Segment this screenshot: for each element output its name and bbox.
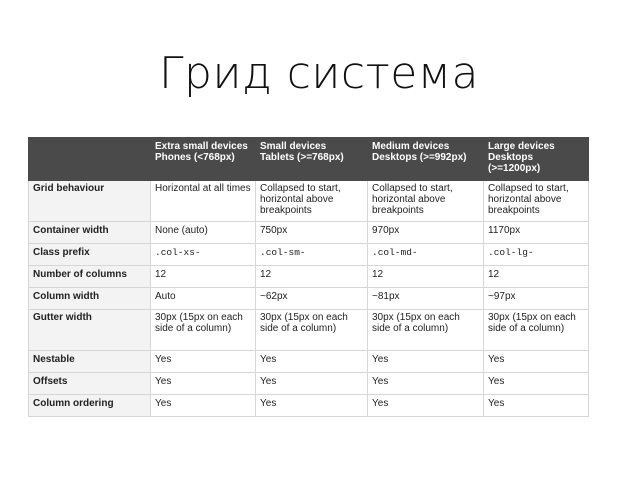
table-row (29, 266, 589, 288)
table-cell: 750px (256, 222, 368, 244)
table-cell: Collapsed to start, horizontal above breakpoints (256, 181, 368, 222)
table-cell: .col-sm- (256, 244, 368, 266)
table-cell: Horizontal at all times (151, 181, 256, 222)
header-corner-cell (29, 138, 151, 181)
table-row (29, 222, 589, 244)
row-label: Container width (29, 222, 151, 244)
table-cell: 30px (15px on each side of a column) (151, 310, 256, 351)
table-cell: ~81px (368, 288, 484, 310)
row-label: Column width (29, 288, 151, 310)
header-small: Small devices Tablets (>=768px) (256, 138, 368, 181)
row-label: Gutter width (29, 310, 151, 351)
row-label: Number of columns (29, 266, 151, 288)
table-row (29, 395, 589, 417)
table-cell: .col-lg- (484, 244, 589, 266)
header-large: Large devices Desktops (>=1200px) (484, 138, 589, 181)
header-extra-small: Extra small devices Phones (<768px) (151, 138, 256, 181)
table-cell: Yes (256, 373, 368, 395)
table-cell: 1170px (484, 222, 589, 244)
table-row (29, 310, 589, 351)
table-cell: Yes (484, 351, 589, 373)
table-cell: 12 (368, 266, 484, 288)
table-cell: 30px (15px on each side of a column) (368, 310, 484, 351)
table-cell: .col-xs- (151, 244, 256, 266)
table-row (29, 373, 589, 395)
table-cell: 30px (15px on each side of a column) (484, 310, 589, 351)
row-label: Offsets (29, 373, 151, 395)
table-row (29, 288, 589, 310)
table-cell: 970px (368, 222, 484, 244)
table-cell: ~62px (256, 288, 368, 310)
table-cell: Yes (484, 373, 589, 395)
row-label: Nestable (29, 351, 151, 373)
table-cell: Yes (256, 395, 368, 417)
table-row (29, 351, 589, 373)
table-cell: Yes (368, 351, 484, 373)
row-label: Grid behaviour (29, 181, 151, 222)
table-cell: 12 (484, 266, 589, 288)
table-cell: Auto (151, 288, 256, 310)
table-cell: Collapsed to start, horizontal above breakpoints (368, 181, 484, 222)
row-label: Column ordering (29, 395, 151, 417)
table-cell: Yes (151, 395, 256, 417)
table-cell: Yes (368, 373, 484, 395)
header-medium: Medium devices Desktops (>=992px) (368, 138, 484, 181)
table-cell: 12 (151, 266, 256, 288)
table-cell: Yes (368, 395, 484, 417)
table-cell: Collapsed to start, horizontal above breakpoints (484, 181, 589, 222)
table-cell: .col-md- (368, 244, 484, 266)
table-cell: 12 (256, 266, 368, 288)
table-row (29, 244, 589, 266)
table-cell: Yes (256, 351, 368, 373)
table-row (29, 181, 589, 222)
table-header-row (29, 138, 589, 181)
table-cell: None (auto) (151, 222, 256, 244)
table-cell: 30px (15px on each side of a column) (256, 310, 368, 351)
table-cell: Yes (484, 395, 589, 417)
row-label: Class prefix (29, 244, 151, 266)
grid-comparison-table (28, 137, 589, 417)
table-cell: ~97px (484, 288, 589, 310)
table-cell: Yes (151, 351, 256, 373)
slide-title: Грид система (159, 48, 479, 99)
table-cell: Yes (151, 373, 256, 395)
